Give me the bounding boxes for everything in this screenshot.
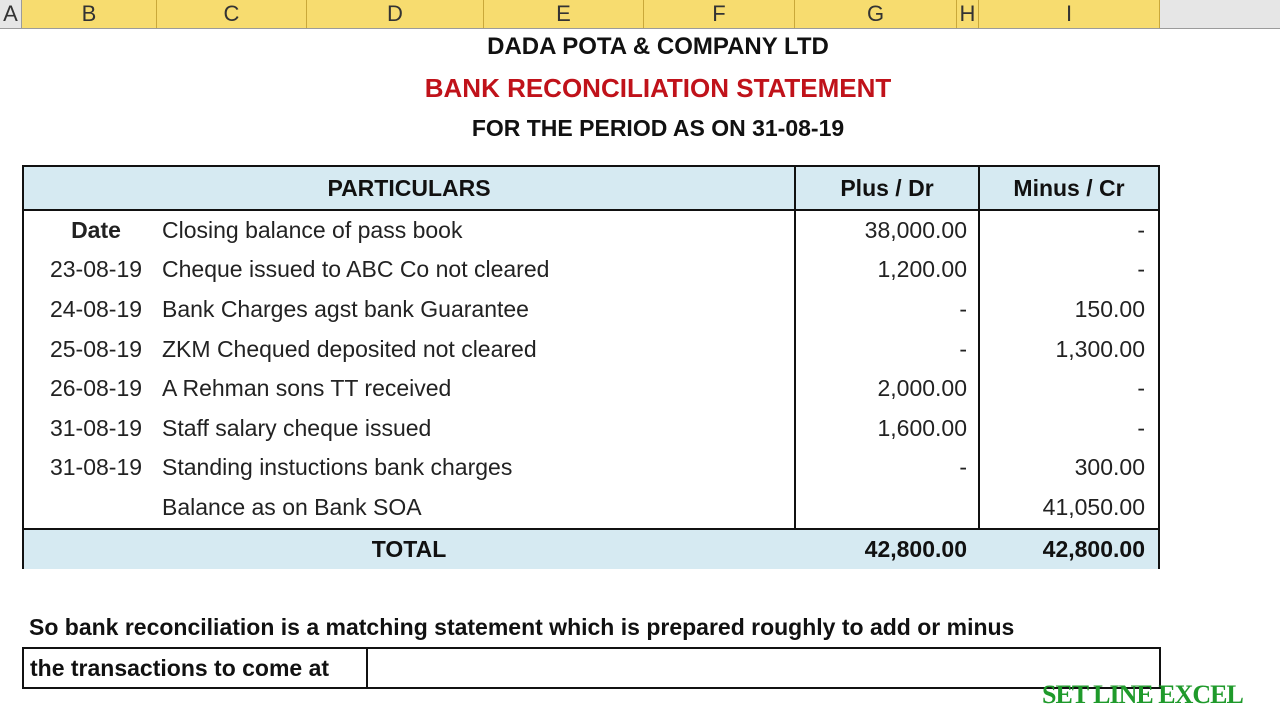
column-header-i[interactable]: I (979, 0, 1160, 28)
column-header-empty (1160, 0, 1280, 28)
note-box (22, 647, 1161, 689)
row-plus[interactable]: 1,600.00 (877, 415, 967, 441)
column-header-a[interactable]: A (0, 0, 22, 28)
table-row (24, 211, 1158, 250)
column-header-b[interactable]: B (22, 0, 157, 28)
note-line-2[interactable]: the transactions to come at (30, 655, 330, 681)
row-date[interactable]: 25-08-19 (49, 336, 143, 362)
column-header-f[interactable]: F (644, 0, 795, 28)
table-row (24, 488, 1158, 527)
table-row (24, 330, 1158, 369)
row-description[interactable]: Closing balance of pass book (162, 217, 463, 243)
row-description[interactable]: Balance as on Bank SOA (162, 494, 422, 520)
total-minus[interactable]: 42,800.00 (1042, 536, 1145, 562)
row-plus[interactable]: 1,200.00 (877, 256, 967, 282)
column-header-e[interactable]: E (484, 0, 644, 28)
row-minus[interactable]: - (1137, 217, 1145, 243)
row-date[interactable]: 26-08-19 (49, 375, 143, 401)
row-description[interactable]: Cheque issued to ABC Co not cleared (162, 256, 550, 282)
note-line-1[interactable]: So bank reconciliation is a matching statement which is prepared roughly to add or minus (29, 614, 1015, 640)
row-date[interactable]: 24-08-19 (49, 296, 143, 322)
row-date[interactable]: 31-08-19 (49, 415, 143, 441)
column-header-bar (0, 0, 1280, 29)
row-minus[interactable]: - (1137, 375, 1145, 401)
row-plus[interactable]: 38,000.00 (864, 217, 967, 243)
total-plus[interactable]: 42,800.00 (864, 536, 967, 562)
row-minus[interactable]: 41,050.00 (1042, 494, 1145, 520)
row-description[interactable]: Standing instuctions bank charges (162, 454, 513, 480)
row-date[interactable]: 31-08-19 (49, 454, 143, 480)
row-minus[interactable]: - (1137, 256, 1145, 282)
statement-title: BANK RECONCILIATION STATEMENT (424, 73, 892, 103)
row-date[interactable] (32, 488, 160, 527)
header-particulars[interactable]: PARTICULARS (327, 175, 491, 201)
row-plus[interactable]: - (959, 336, 967, 362)
row-plus[interactable]: - (959, 296, 967, 322)
row-minus[interactable]: 150.00 (1074, 296, 1145, 322)
note-cell-divider (366, 649, 368, 687)
table-row (24, 448, 1158, 487)
column-header-c[interactable]: C (157, 0, 307, 28)
row-plus[interactable]: - (959, 454, 967, 480)
row-description[interactable]: ZKM Chequed deposited not cleared (162, 336, 537, 362)
header-plus-dr[interactable]: Plus / Dr (840, 175, 934, 201)
column-header-g[interactable]: G (795, 0, 957, 28)
row-minus[interactable]: 300.00 (1074, 454, 1145, 480)
table-row (24, 369, 1158, 408)
total-row (24, 528, 1158, 569)
row-date[interactable]: Date (71, 217, 121, 243)
watermark-logo: SET LINE EXCEL (1042, 680, 1243, 709)
row-description[interactable]: Staff salary cheque issued (162, 415, 432, 441)
period-title: FOR THE PERIOD AS ON 31-08-19 (471, 115, 845, 141)
table-row (24, 250, 1158, 289)
row-minus[interactable]: - (1137, 415, 1145, 441)
row-date[interactable]: 23-08-19 (49, 256, 143, 282)
row-description[interactable]: A Rehman sons TT received (162, 375, 452, 401)
row-minus[interactable]: 1,300.00 (1055, 336, 1145, 362)
header-minus-cr[interactable]: Minus / Cr (1013, 175, 1125, 201)
row-description[interactable]: Bank Charges agst bank Guarantee (162, 296, 529, 322)
company-name: DADA POTA & COMPANY LTD (487, 33, 829, 60)
total-label[interactable]: TOTAL (371, 536, 447, 562)
row-plus[interactable]: 2,000.00 (877, 375, 967, 401)
row-plus[interactable] (794, 488, 967, 527)
table-row (24, 409, 1158, 448)
table-header-row (24, 167, 1158, 211)
table-row (24, 290, 1158, 329)
reconciliation-table (22, 165, 1160, 569)
column-header-h[interactable]: H (957, 0, 979, 28)
column-header-d[interactable]: D (307, 0, 484, 28)
